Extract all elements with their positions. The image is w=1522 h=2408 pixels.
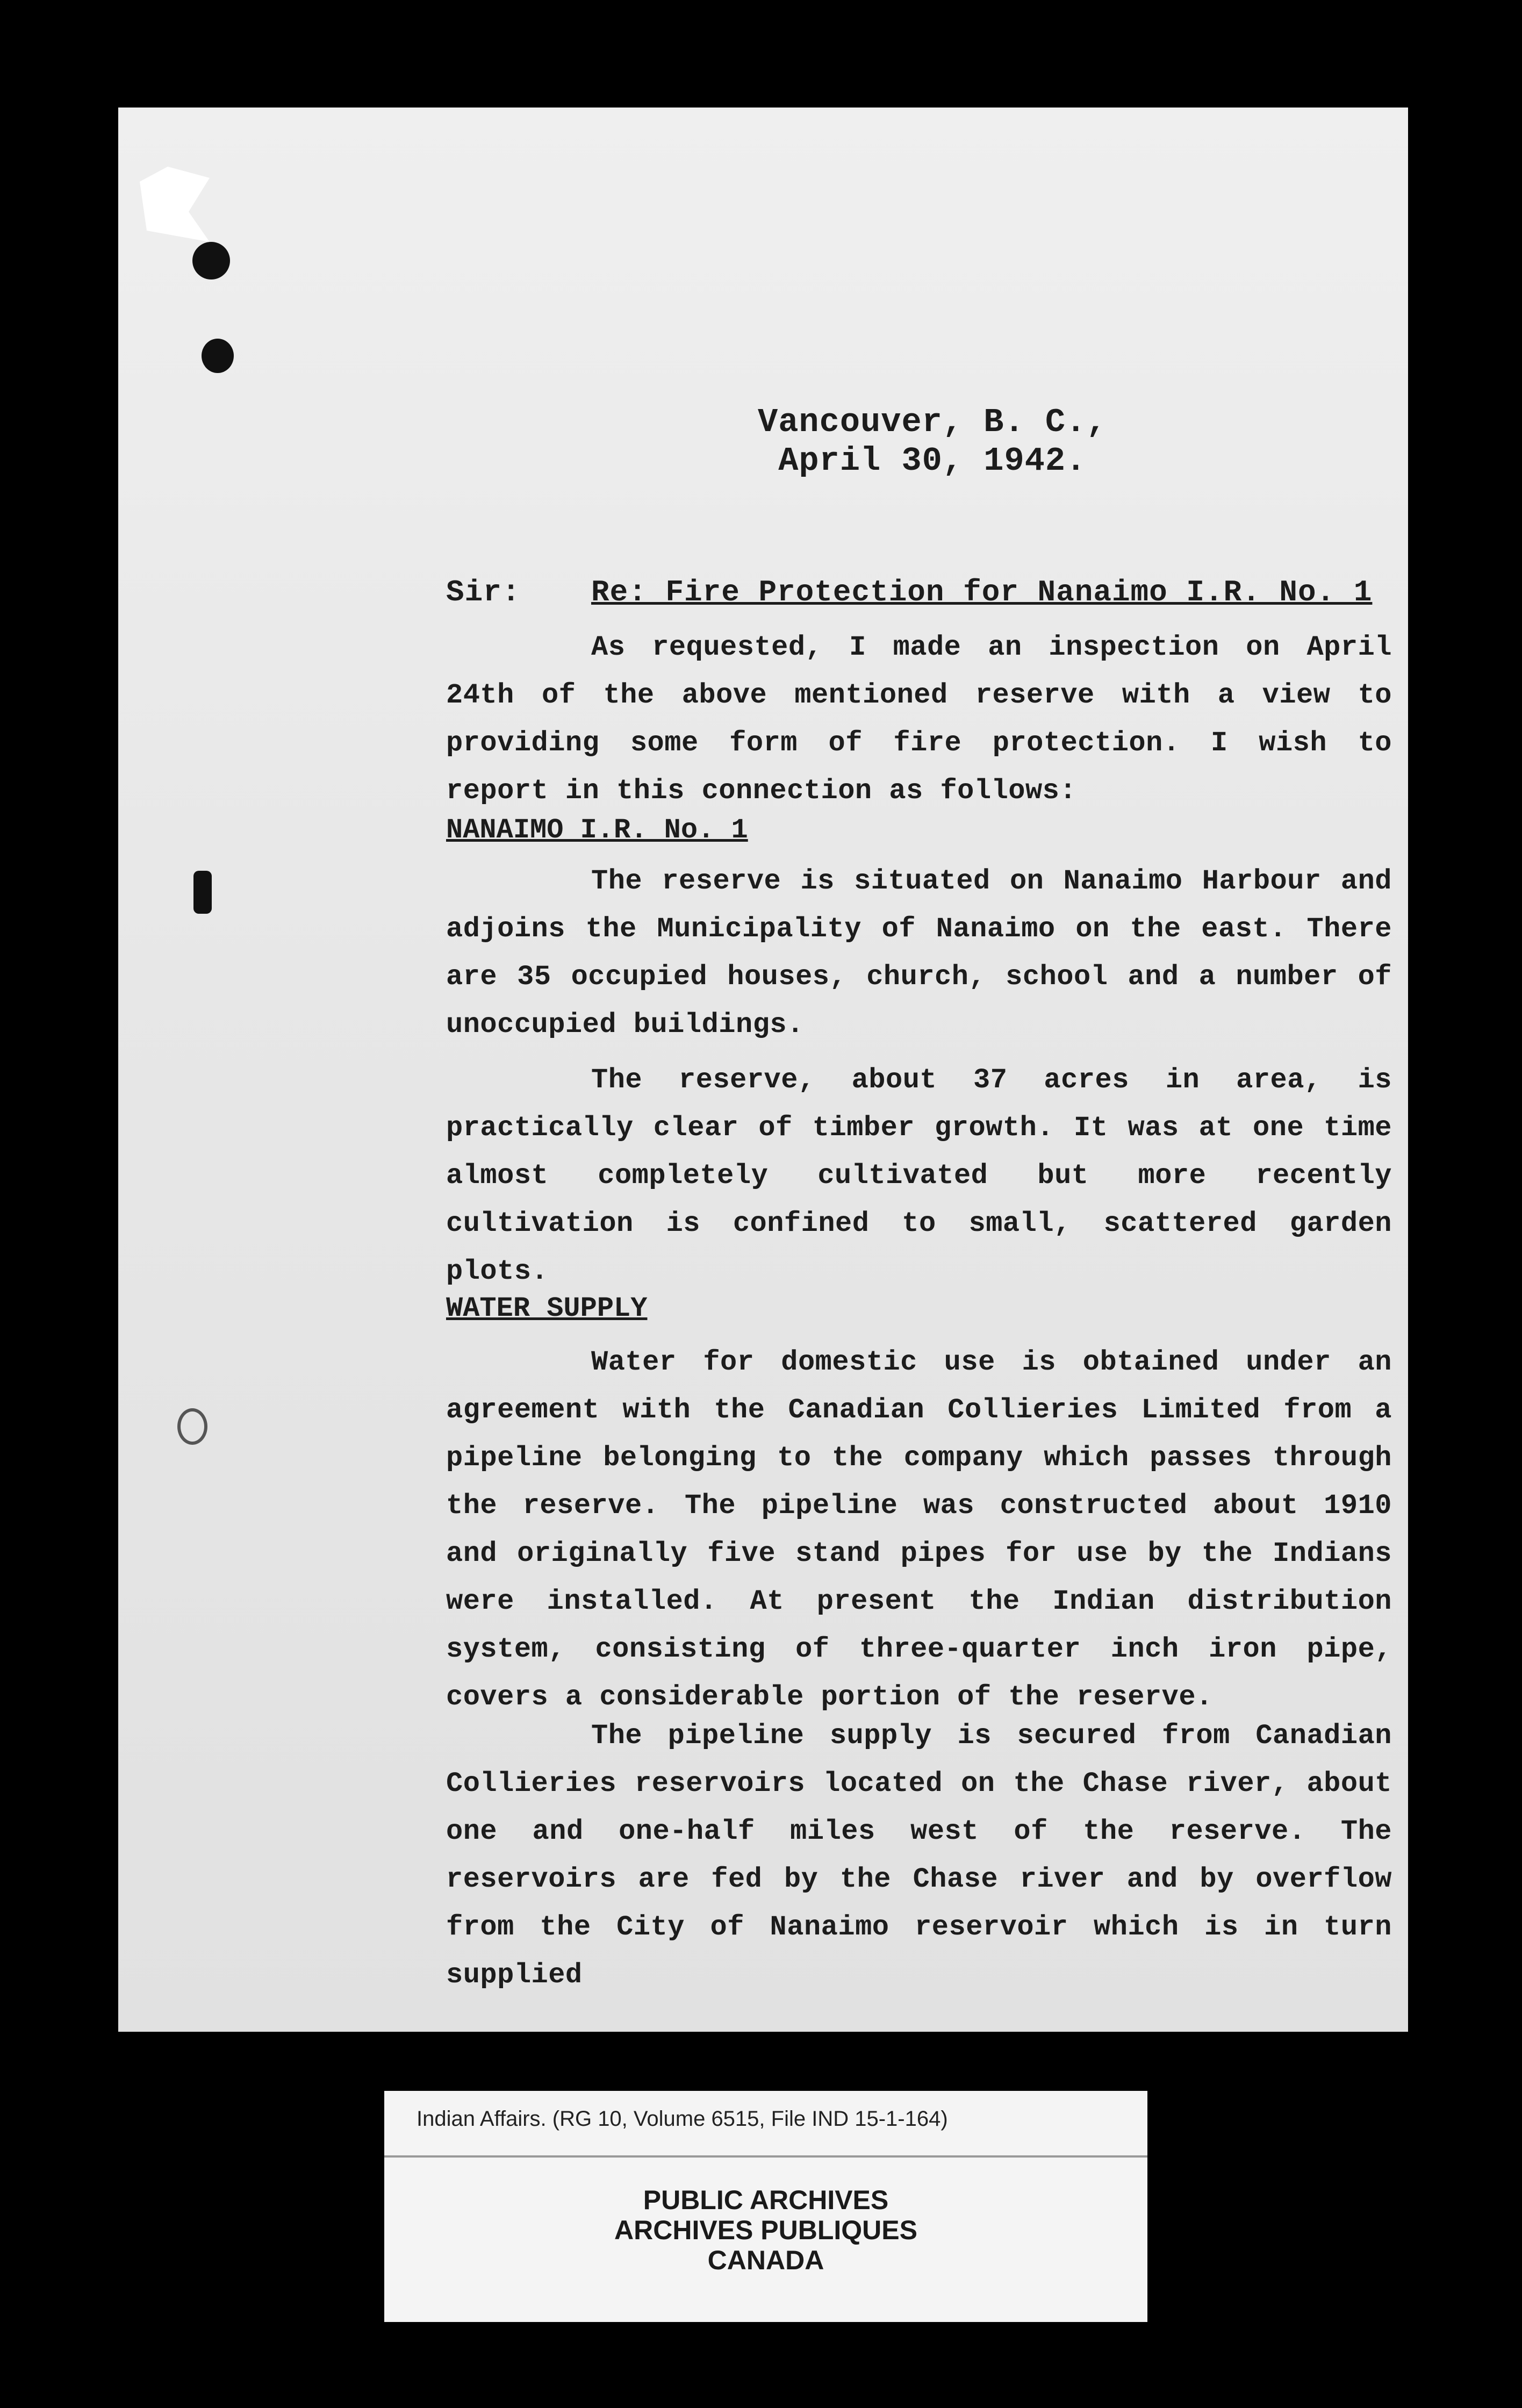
reserve-area-paragraph: The reserve, about 37 acres in area, is practically clear of timber growth. It was at one time almost completely cultivated but more recently cultivation is confined to small, scattered garden plots. xyxy=(446,1064,1392,1287)
water-supply-paragraph: Water for domestic use is obtained under an agreement with the Canadian Collieries Limited from a pipeline belonging to the company which passes through the reserve. The pipeline was constructed about 1910 and originally five stand pipes for use by the Indians were installed. At present the Indian distribution system, consisting of three-quarter inch iron pipe, covers a considerable portion of the reserve. xyxy=(446,1346,1392,1713)
punch-hole xyxy=(192,242,230,280)
archive-stamp xyxy=(384,2185,1147,2275)
stamp-line-3: CANADA xyxy=(707,2245,824,2275)
punch-hole xyxy=(202,339,234,373)
archive-label xyxy=(384,2091,1147,2322)
typed-letter-page xyxy=(118,108,1408,2032)
torn-corner xyxy=(140,167,210,242)
letter-date: April 30, 1942. xyxy=(778,442,1087,480)
binder-slot xyxy=(193,871,212,914)
pipeline-source-paragraph: The pipeline supply is secured from Canadian Collieries reservoirs located on the Chase river, about one and one-half miles west of the reserve. The reservoirs are fed by the Chase river and by overflow from the City of Nanaimo reservoir which is in turn supplied xyxy=(446,1720,1392,1991)
letter-place: Vancouver, B. C., xyxy=(758,403,1107,441)
archive-reference: Indian Affairs. (RG 10, Volume 6515, File IND 15-1-164) xyxy=(417,2107,948,2131)
stamp-line-2: ARCHIVES PUBLIQUES xyxy=(614,2215,917,2245)
label-divider xyxy=(384,2155,1147,2158)
punch-hole-ring xyxy=(177,1408,207,1445)
intro-paragraph: As requested, I made an inspection on April 24th of the above mentioned reserve with a view to providing some form of fire protection. I wish to report in this connection as follows: xyxy=(446,632,1392,807)
stamp-line-1: PUBLIC ARCHIVES xyxy=(643,2185,889,2215)
reserve-location-paragraph: The reserve is situated on Nanaimo Harbour and adjoins the Municipality of Nanaimo on the east. There are 35 occupied houses, church, school and a number of unoccupied buildings. xyxy=(446,865,1392,1041)
subject-line: Re: Fire Protection for Nanaimo I.R. No. 1 xyxy=(591,575,1373,610)
salutation: Sir: xyxy=(446,575,521,610)
dateline xyxy=(758,403,1107,481)
section-heading-nanaimo: NANAIMO I.R. No. 1 xyxy=(446,814,748,846)
section-heading-water-supply: WATER SUPPLY xyxy=(446,1293,648,1324)
